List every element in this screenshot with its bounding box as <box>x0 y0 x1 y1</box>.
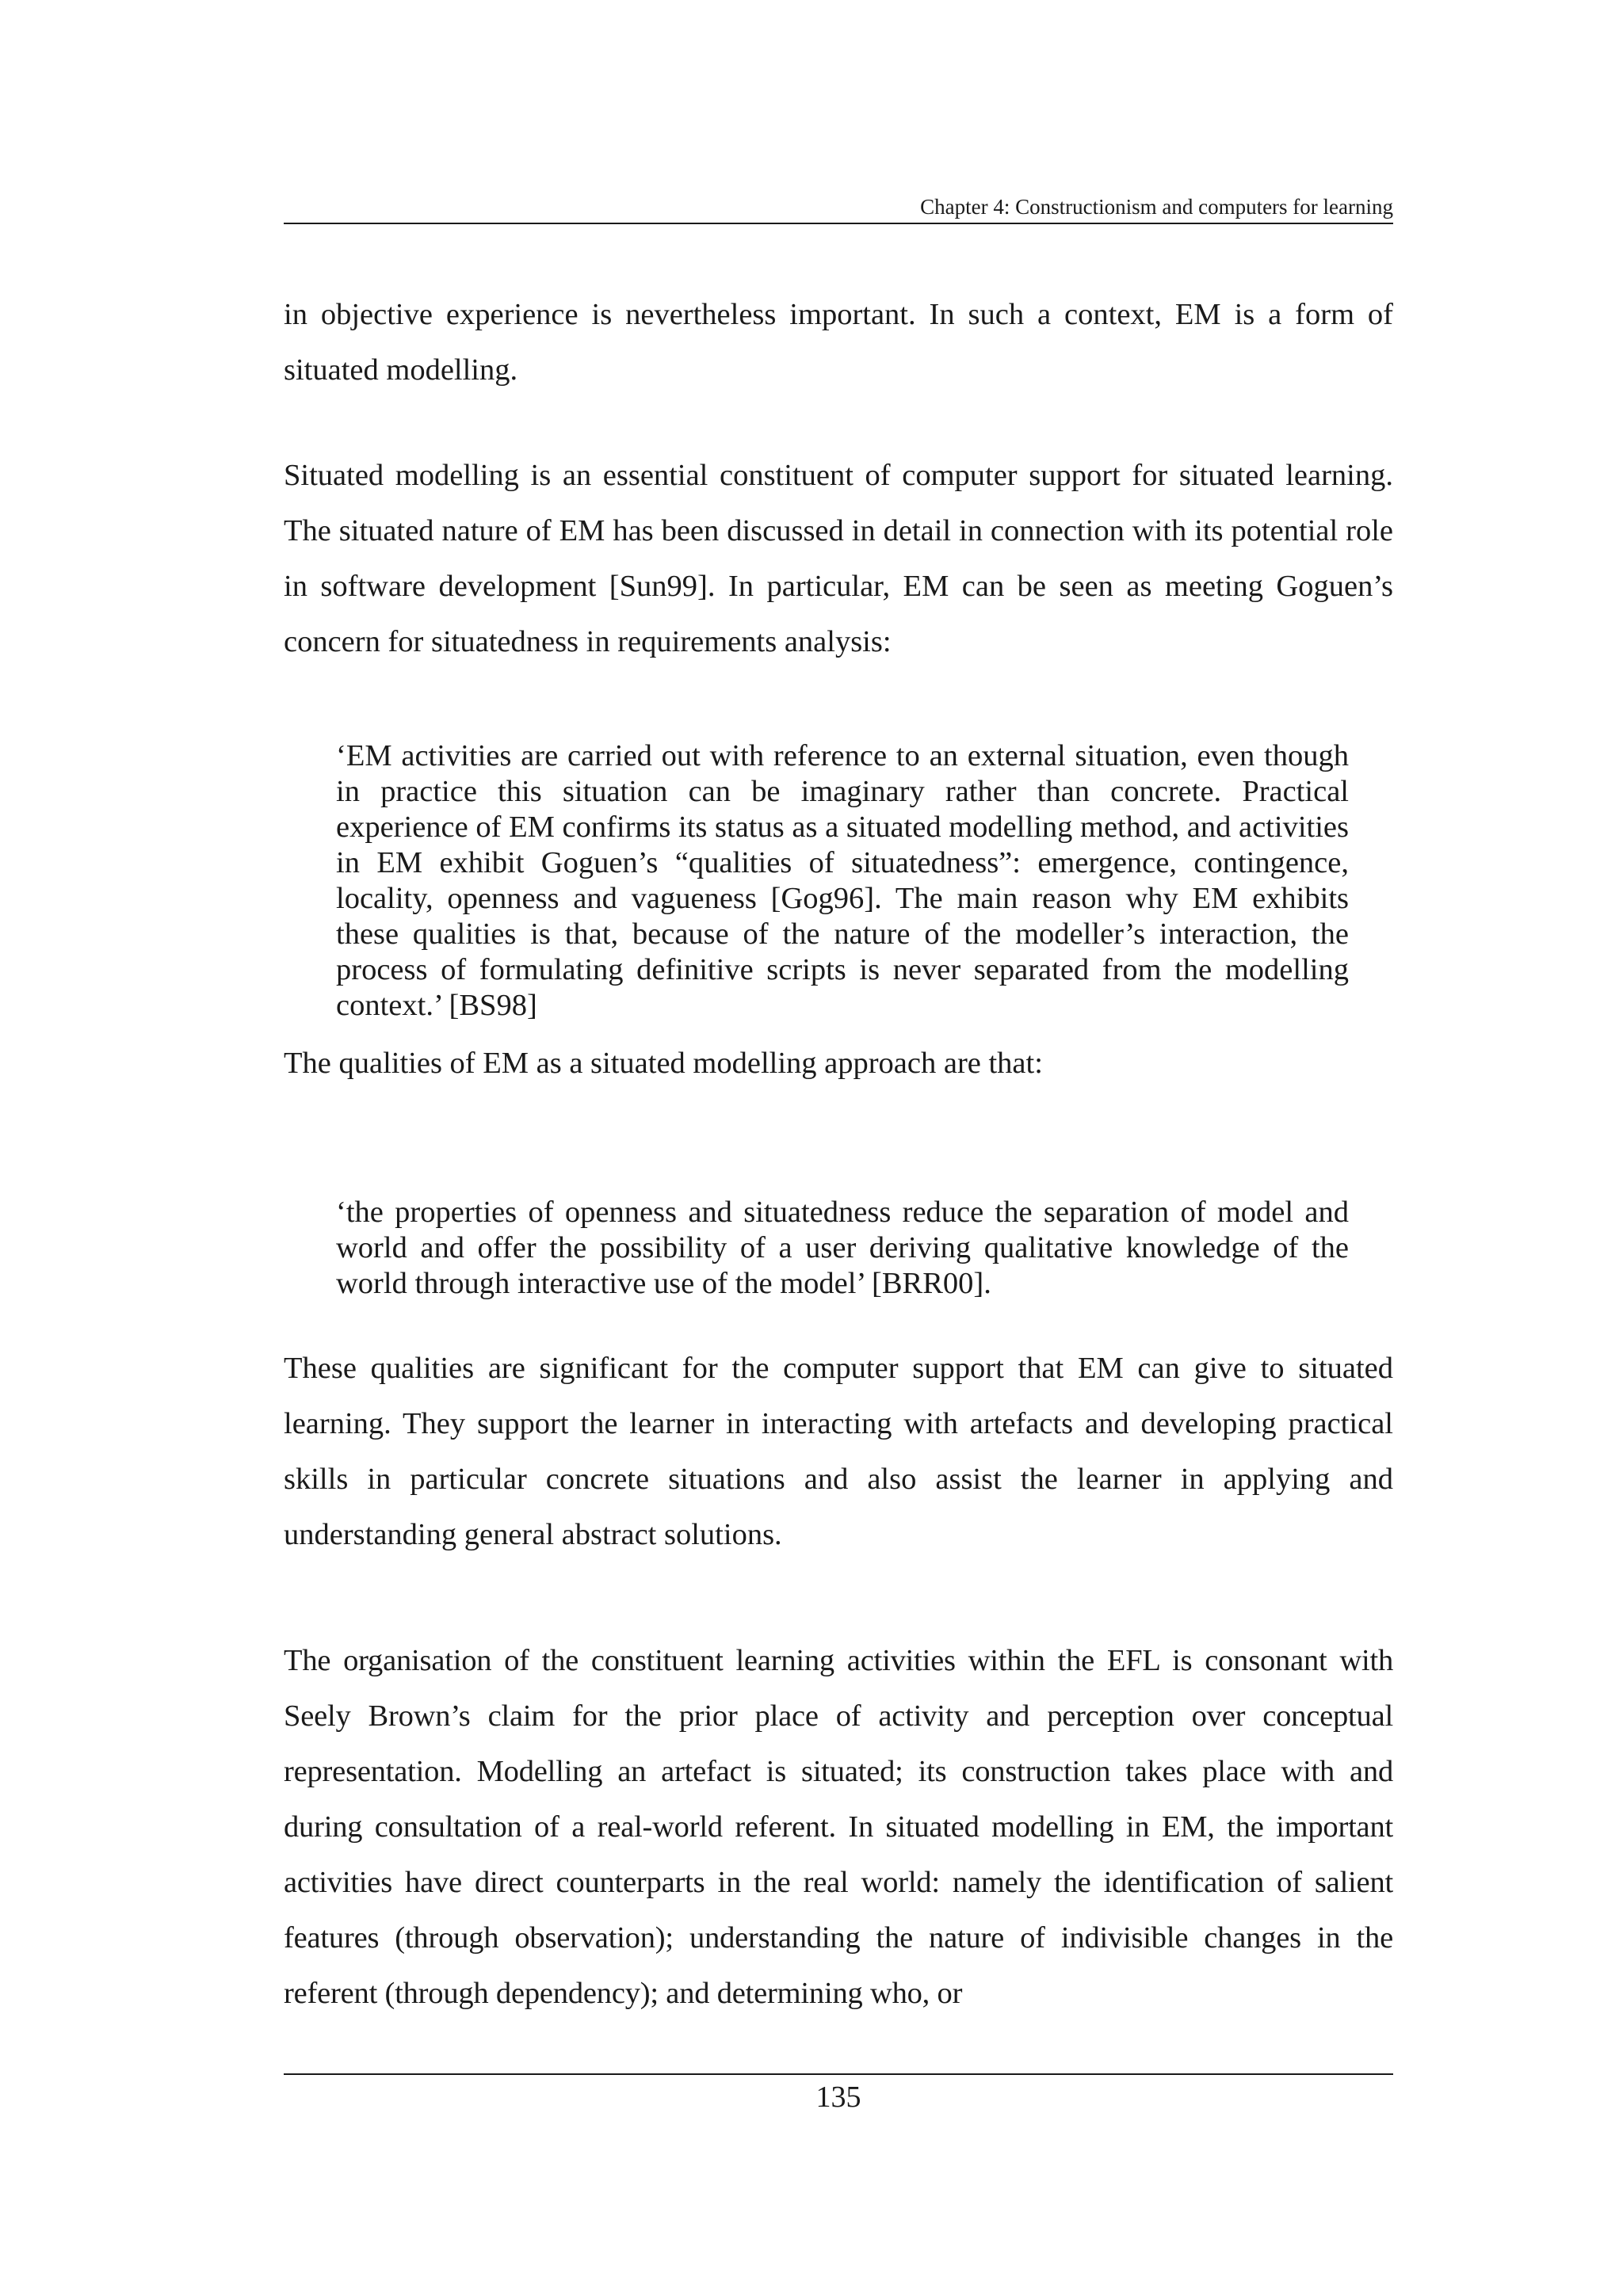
paragraph-3: The qualities of EM as a situated modelling approach are that: <box>284 1047 1043 1080</box>
paragraph-1: in objective experience is nevertheless important. In such a context, EM is a form of situated modelling. <box>284 298 1393 387</box>
paragraph-4: These qualities are significant for the computer support that EM can give to situated learning. They support the learner in interacting with artefacts and developing practical skills in particular concrete situations and also assist the learner in applying and understanding general abstract solutions. <box>284 1352 1393 1551</box>
header-rule <box>284 223 1393 224</box>
paragraph-2: Situated modelling is an essential constituent of computer support for situated learning. The situated nature of EM has been discussed in detail in connection with its potential role in software development [Sun99]. In particular, EM can be seen as meeting Goguen’s concern for situatedness in requirements analysis: <box>284 459 1393 658</box>
paragraph-5: The organisation of the constituent learning activities within the EFL is consonant with Seely Brown’s claim for the prior place of activity and perception over conceptual representation. Modelling an artefact is situated; its construction takes place with and during consultation of a real-world referent. In situated modelling in EM, the important activities have direct counterparts in the real world: namely the identification of salient features (through observation); understanding the nature of indivisible changes in the referent (through dependency); and determining who, or <box>284 1644 1393 2010</box>
page-number: 135 <box>815 2081 861 2114</box>
block-quote-1: ‘EM activities are carried out with reference to an external situation, even though in practice this situation can be imaginary rather than concrete. Practical experience of EM confirms its status as a situated modelling method, and activities in EM exhibit Goguen’s “qualities of situatedness”: emergence, contingence, locality, openness and vagueness [Gog96]. The main reason why EM exhibits these qualities is that, because of the nature of the modeller’s interaction, the process of formulating definitive scripts is never separated from the modelling context.’ [BS98] <box>336 739 1349 1022</box>
block-quote-2: ‘the properties of openness and situatedness reduce the separation of model and world and offer the possibility of a user deriving qualitative knowledge of the world through interactive use of the model’ [BRR00]. <box>336 1196 1349 1300</box>
running-header: Chapter 4: Constructionism and computers for learning <box>920 195 1393 219</box>
footer-rule <box>284 2073 1393 2075</box>
